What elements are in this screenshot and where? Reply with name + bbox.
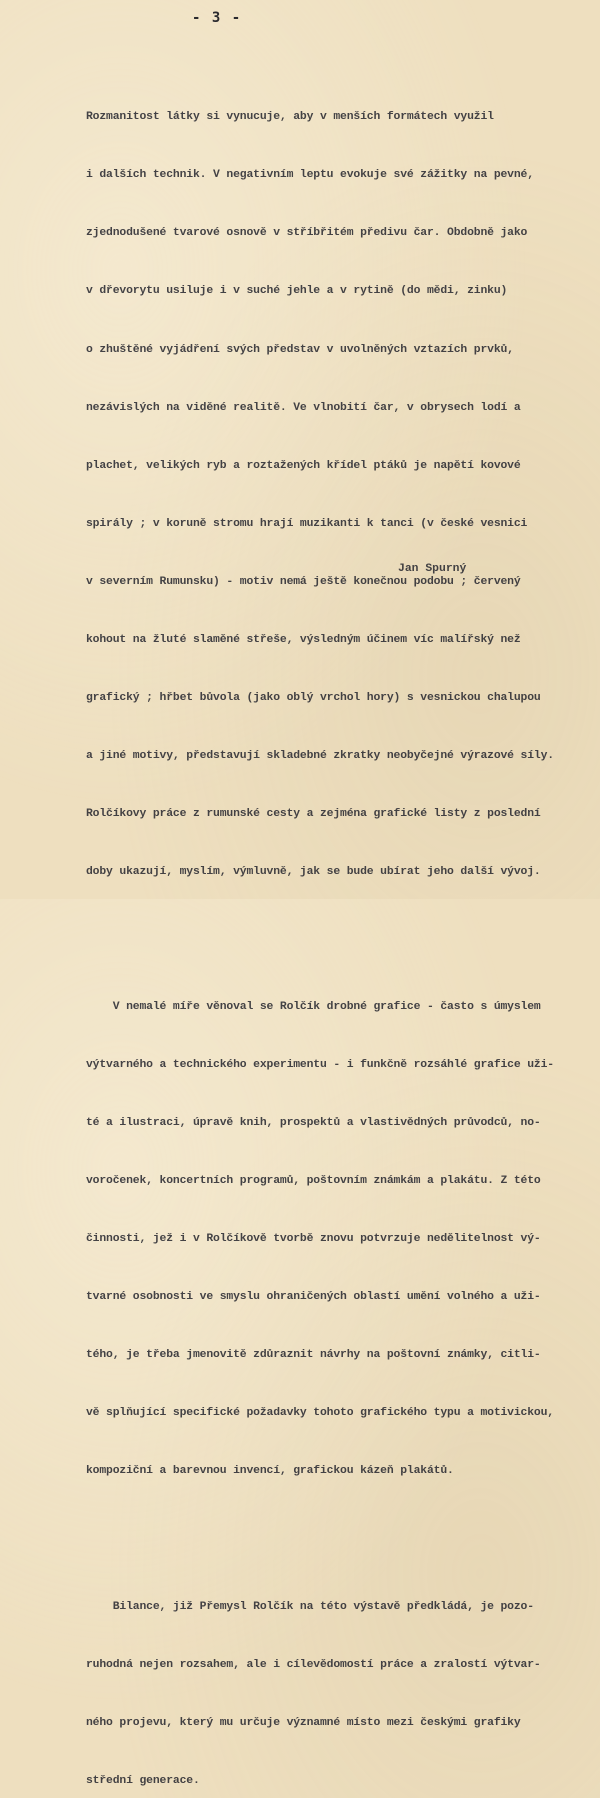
- text-line: činnosti, jež i v Rolčíkově tvorbě znovu potvrzuje nedělitelnost vý-: [86, 1233, 541, 1246]
- text-line: voročenek, koncertních programů, poštovním známkám a plakátu. Z této: [86, 1175, 541, 1188]
- text-line: vě splňující specifické požadavky tohoto grafického typu a motivickou,: [86, 1407, 554, 1420]
- text-line: spirály ; v koruně stromu hrají muzikanti k tanci (v české vesnici: [86, 517, 528, 530]
- text-line: o zhuštěné vyjádření svých představ v uvolněných vztazích prvků,: [86, 343, 514, 356]
- text-line: V nemalé míře věnoval se Rolčík drobné grafice - často s úmyslem: [86, 1001, 541, 1014]
- text-line: kohout na žluté slaměné střeše, výsledným účinem víc malířský než: [86, 633, 521, 646]
- text-line: tvarné osobnosti ve smyslu ohraničených oblastí umění volného a uži-: [86, 1291, 541, 1304]
- text-line: zjednodušené tvarové osnově v stříbřitém předivu čar. Obdobně jako: [86, 227, 528, 240]
- text-line: ruhodná nejen rozsahem, ale i cílevědomostí práce a zralostí výtvar-: [86, 1658, 541, 1671]
- page-number: - 3 -: [192, 10, 242, 26]
- text-line: grafický ; hřbet bůvola (jako oblý vrchol hory) s vesnickou chalupou: [86, 691, 541, 704]
- text-line: plachet, velikých ryb a roztažených křídel ptáků je napětí kovové: [86, 459, 521, 472]
- text-line: doby ukazují, myslím, výmluvně, jak se bude ubírat jeho další vývoj.: [86, 865, 541, 878]
- text-line: tého, je třeba jmenovitě zdůraznit návrhy na poštovní známky, citli-: [86, 1349, 541, 1362]
- text-line: té a ilustraci, úpravě knih, prospektů a vlastivědných průvodců, no-: [86, 1117, 541, 1130]
- author-signature: Jan Spurný: [398, 563, 467, 575]
- typewritten-text: [86, 31, 596, 1798]
- text-line: v severním Rumunsku) - motiv nemá ještě konečnou podobu ; červený: [86, 575, 521, 588]
- paragraph-3: [86, 1559, 596, 1798]
- text-line: v dřevorytu usiluje i v suché jehle a v rytině (do mědi, zinku): [86, 285, 508, 298]
- text-line: výtvarného a technického experimentu - i funkčně rozsáhlé grafice uži-: [86, 1059, 554, 1072]
- text-line: ného projevu, který mu určuje významné místo mezi českými grafiky: [86, 1716, 521, 1729]
- text-line: Rozmanitost látky si vynucuje, aby v menších formátech využil: [86, 111, 494, 124]
- text-line: Rolčíkovy práce z rumunské cesty a zejména grafické listy z poslední: [86, 807, 541, 820]
- text-line: nezávislých na viděné realitě. Ve vlnobití čar, v obrysech lodí a: [86, 401, 521, 414]
- text-line: a jiné motivy, představují skladebné zkratky neobyčejné výrazové síly.: [86, 749, 554, 762]
- paragraph-2: [86, 960, 596, 1521]
- text-line: kompoziční a barevnou invencí, grafickou kázeň plakátů.: [86, 1465, 454, 1478]
- text-line: Bilance, již Přemysl Rolčík na této výstavě předkládá, je pozo-: [86, 1600, 534, 1613]
- paragraph-1: [86, 70, 596, 921]
- text-line: střední generace.: [86, 1774, 200, 1787]
- text-line: i dalších technik. V negativním leptu evokuje své zážitky na pevné,: [86, 169, 534, 182]
